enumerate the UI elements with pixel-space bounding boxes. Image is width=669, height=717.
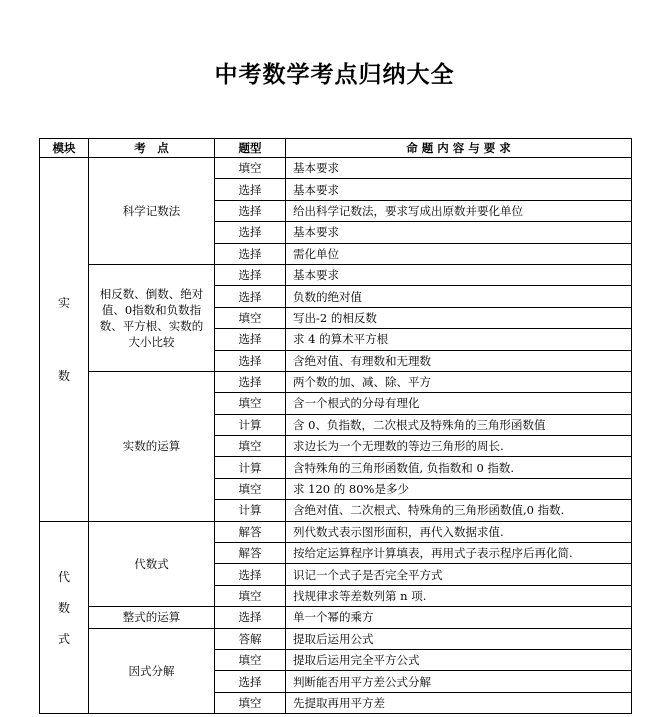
type-cell: 答解 [215,628,286,649]
point-cell: 整式的运算 [89,607,215,628]
exam-points-table [39,138,632,714]
content-cell: 含 0、负指数，二次根式及特殊角的三角形函数值 [286,414,632,435]
module-char: 代 [57,569,70,584]
content-cell: 含绝对值、二次根式、特殊角的三角形函数值,0 指数. [286,500,632,521]
table-row [40,628,632,649]
content-cell: 基本要求 [286,179,632,200]
point-cell: 相反数、倒数、绝对值、0指数和负数指数、平方根、实数的大小比较 [89,264,215,371]
type-cell: 选择 [215,371,286,392]
type-cell: 解答 [215,543,286,564]
type-cell: 填空 [215,393,286,414]
type-cell: 选择 [215,200,286,221]
page-title: 中考数学考点归纳大全 [214,62,455,88]
content-cell: 负数的绝对值 [286,286,632,307]
type-cell: 填空 [215,307,286,328]
table-header-row [40,139,632,158]
module-cell-real-numbers [40,158,89,522]
content-cell: 判断能否用平方差公式分解 [286,671,632,692]
module-char: 数 [57,369,70,384]
type-cell: 解答 [215,521,286,542]
table-row [40,158,632,179]
content-cell: 按给定运算程序计算填表，再用式子表示程序后再化简. [286,543,632,564]
header-type: 题型 [215,139,286,158]
content-cell: 找规律求等差数列第 n 项. [286,585,632,606]
header-module: 模块 [40,139,89,158]
type-cell: 填空 [215,436,286,457]
content-cell: 提取后运用公式 [286,628,632,649]
content-cell: 单一个幂的乘方 [286,607,632,628]
content-cell: 求边长为一个无理数的等边三角形的周长. [286,436,632,457]
content-cell: 求 120 的 80%是多少 [286,478,632,499]
type-cell: 选择 [215,607,286,628]
table-row [40,264,632,285]
header-content: 命 题 内 容 与 要 求 [286,139,632,158]
type-cell: 选择 [215,329,286,350]
content-cell: 提取后运用完全平方公式 [286,649,632,670]
type-cell: 填空 [215,692,286,713]
content-cell: 含一个根式的分母有理化 [286,393,632,414]
type-cell: 填空 [215,585,286,606]
content-cell: 先提取再用平方差 [286,692,632,713]
content-cell: 两个数的加、减、除、平方 [286,371,632,392]
content-cell: 识记一个式子是否完全平方式 [286,564,632,585]
module-char: 数 [57,600,70,615]
type-cell: 选择 [215,286,286,307]
type-cell: 计算 [215,414,286,435]
type-cell: 填空 [215,478,286,499]
module-cell-algebraic-expressions [40,521,89,714]
point-cell: 代数式 [89,521,215,607]
type-cell: 选择 [215,564,286,585]
header-point: 考 点 [89,139,215,158]
type-cell: 选择 [215,671,286,692]
content-cell: 含特殊角的三角形函数值, 负指数和 0 指数. [286,457,632,478]
type-cell: 选择 [215,243,286,264]
table-row [40,371,632,392]
point-cell: 科学记数法 [89,158,215,265]
content-cell: 列代数式表示图形面积，再代入数据求值. [286,521,632,542]
type-cell: 选择 [215,179,286,200]
point-cell: 因式分解 [89,628,215,714]
content-cell: 写出-2 的相反数 [286,307,632,328]
content-cell: 基本要求 [286,222,632,243]
type-cell: 计算 [215,457,286,478]
content-cell: 求 4 的算术平方根 [286,329,632,350]
type-cell: 选择 [215,264,286,285]
type-cell: 计算 [215,500,286,521]
point-cell: 实数的运算 [89,371,215,521]
content-cell: 基本要求 [286,264,632,285]
table-row [40,521,632,542]
type-cell: 选择 [215,350,286,371]
type-cell: 填空 [215,649,286,670]
module-char: 式 [57,631,70,646]
content-cell: 含绝对值、有理数和无理数 [286,350,632,371]
module-char: 实 [57,296,70,311]
table-row [40,607,632,628]
content-cell: 给出科学记数法，要求写成出原数并要化单位 [286,200,632,221]
type-cell: 选择 [215,222,286,243]
type-cell: 填空 [215,158,286,179]
content-cell: 需化单位 [286,243,632,264]
content-cell: 基本要求 [286,158,632,179]
